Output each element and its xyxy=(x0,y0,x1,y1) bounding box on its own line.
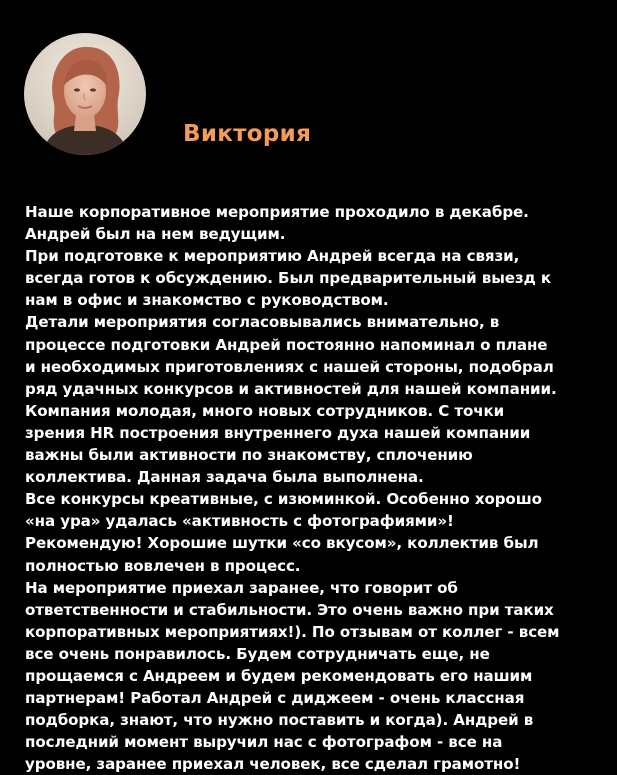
user-photo-icon xyxy=(24,33,146,155)
author-avatar xyxy=(24,33,146,155)
review-text: Наше корпоративное мероприятие проходило в декабре. Андрей был на нем ведущим. При подготовке к мероприятию Андрей всегда на связи, всегда готов к обсуждению. Был предварительный выезд к нам в офис и знакомство с руководством. Детали мероприятия согласовывались внимательно, в процессе подготовки Андрей постоянно напоминал о плане и необходимых приготовлениях с нашей стороны, подобрал ряд удачных конкурсов и активностей для нашей компании. Компания молодая, много новых сотрудников. С точки зрения HR построения внутреннего духа нашей компании важны были активности по знакомству, сплочению коллектива. Данная задача была выполнена. Все конкурсы креативные, с изюминкой. Особенно хорошо «на ура» удалась «активность с фотографиями»! Рекомендую! Хорошие шутки «со вкусом», коллектив был полностью вовлечен в процесс. На мероприятие приехал заранее, что говорит об ответственности и стабильности. Это очень важно при таких корпоративных мероприятиях!). По отзывам от коллег - всем все очень понравилось. Будем сотрудничать еще, не прощаемся с Андреем и будем рекомендовать его нашим партнерам! Работал Андрей с диджеем - очень классная подборка, знают, что нужно поставить и когда). Андрей в последний момент выручил нас с фотографом - все на уровне, заранее приехал человек, все сделал грамотно! xyxy=(25,203,560,774)
author-name: Виктория xyxy=(183,121,312,147)
